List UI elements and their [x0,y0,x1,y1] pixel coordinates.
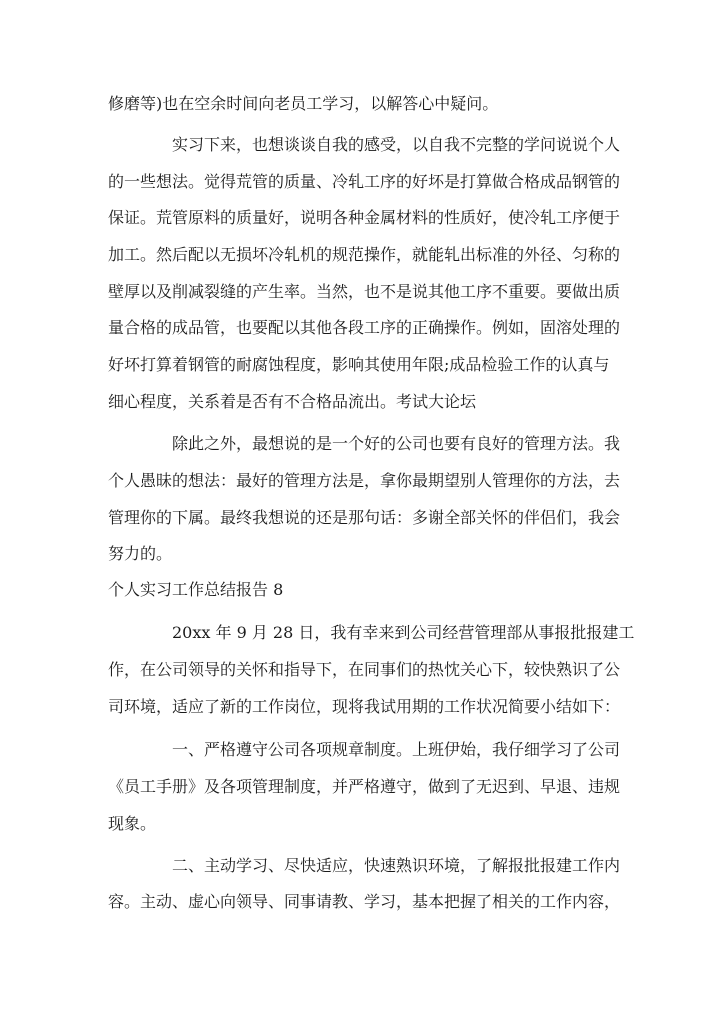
section-heading: 个人实习工作总结报告 8 [108,580,284,599]
text-line: 好坏打算着钢管的耐腐蚀程度，影响其使用年限;成品检验工作的认真与 [108,355,610,374]
text-line: 细心程度，关系着是否有不合格品流出。考试大论坛 [108,392,477,411]
text-line: 实习下来，也想谈谈自我的感受，以自我不完整的学问说说个人 [172,135,621,154]
text-line: 容。主动、虚心向领导、同事请教、学习，基本把握了相关的工作内容， [108,892,621,911]
text-line: 修磨等)也在空余时间向老员工学习，以解答心中疑问。 [108,94,499,113]
text-line: 个人愚昧的想法：最好的管理方法是，拿你最期望别人管理你的方法，去 [108,471,621,490]
text-line: 二、主动学习、尽快适应，快速熟识环境，了解报批报建工作内 [172,856,621,875]
text-line: 一、严格遵守公司各项规章制度。上班伊始，我仔细学习了公司 [172,740,621,759]
text-line: 努力的。 [108,544,173,563]
text-line: 壁厚以及削减裂缝的产生率。当然，也不是说其他工序不重要。要做出质 [108,282,621,301]
text-line: 《员工手册》及各项管理制度，并严格遵守，做到了无迟到、早退、违规 [108,777,621,796]
text-line: 的一些想法。觉得荒管的质量、冷轧工序的好坏是打算做合格成品钢管的 [108,172,621,191]
text-line: 除此之外，最想说的是一个好的公司也要有良好的管理方法。我 [172,434,621,453]
text-line: 20xx 年 9 月 28 日，我有幸来到公司经营管理部从事报批报建工 [172,623,635,642]
text-line: 加工。然后配以无损坏冷轧机的规范操作，就能轧出标准的外径、匀称的 [108,245,621,264]
text-line: 现象。 [108,814,157,833]
text-line: 作，在公司领导的关怀和指导下，在同事们的热忱关心下，较快熟识了公 [108,660,621,679]
text-line: 司环境，适应了新的工作岗位，现将我试用期的工作状况简要小结如下： [108,697,621,716]
text-line: 保证。荒管原料的质量好，说明各种金属材料的性质好，使冷轧工序便于 [108,208,621,227]
text-line: 量合格的成品管，也要配以其他各段工序的正确操作。例如，固溶处理的 [108,318,621,337]
text-line: 管理你的下属。最终我想说的还是那句话：多谢全部关怀的伴侣们，我会 [108,508,621,527]
